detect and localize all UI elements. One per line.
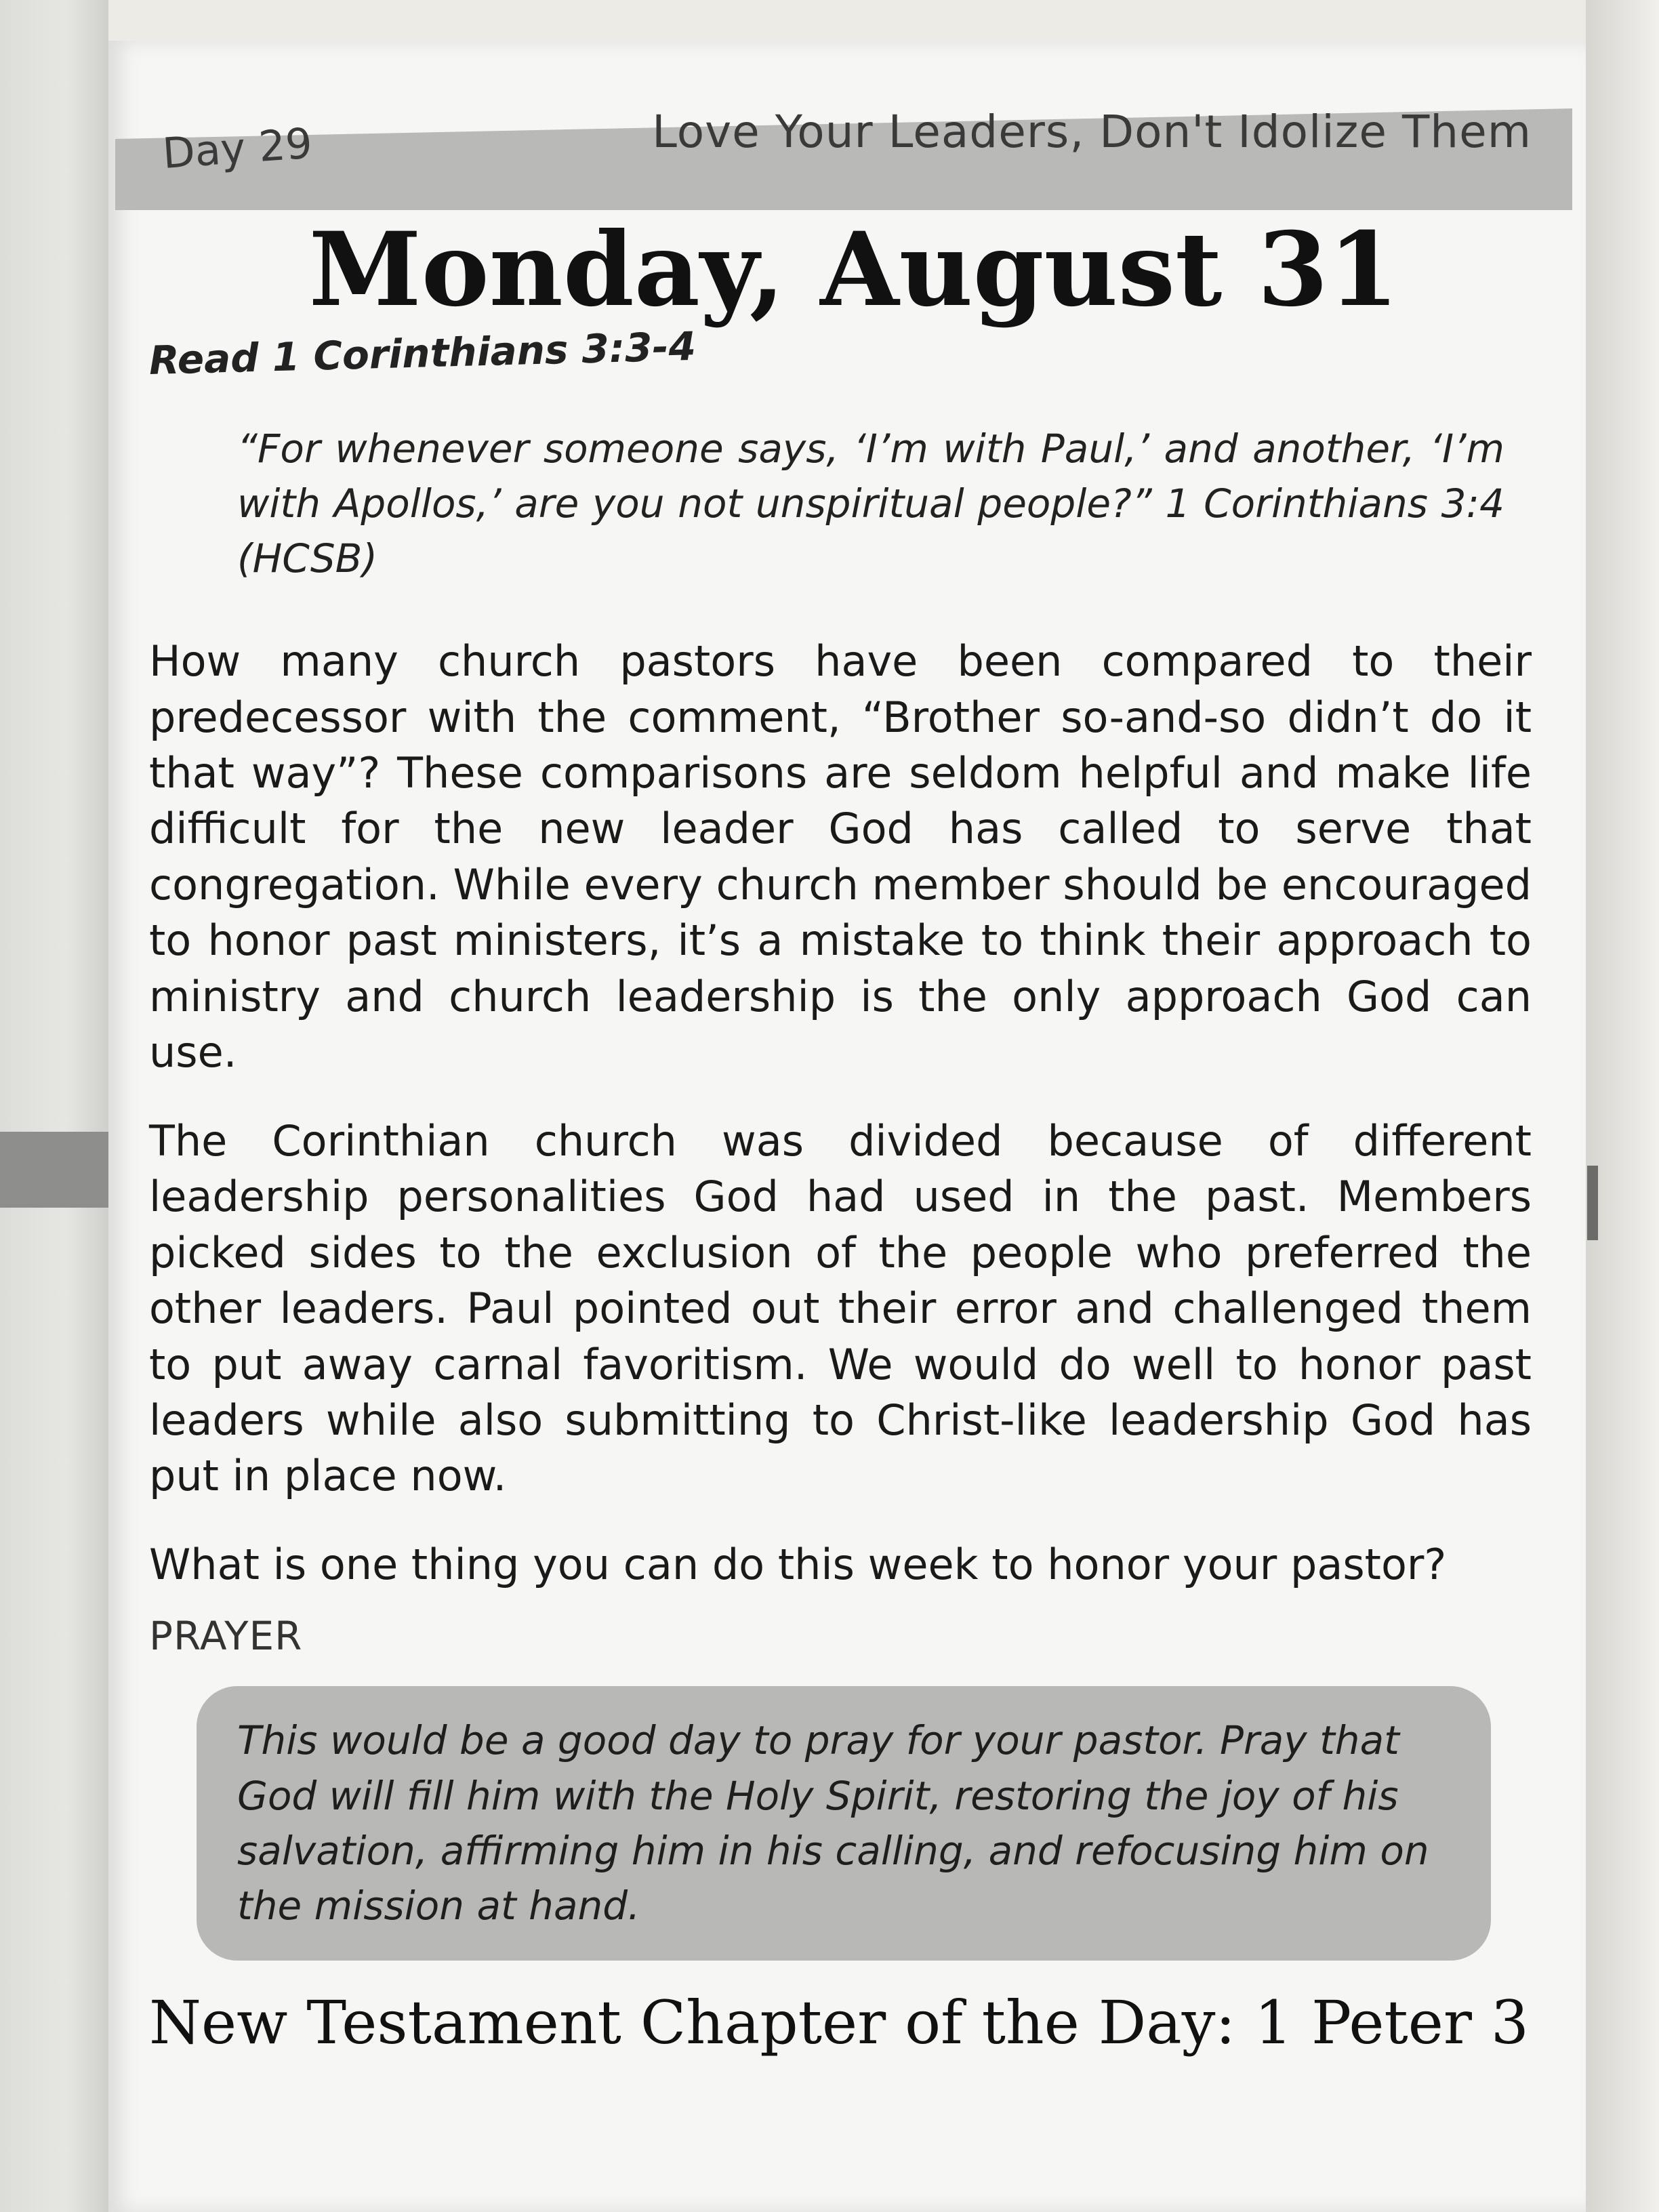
scripture-reading: Read 1 Corinthians 3:3-4	[148, 323, 697, 384]
prayer-box	[197, 1686, 1491, 1961]
running-title: Love Your Leaders, Don't Idolize Them	[652, 106, 1532, 158]
body-paragraph-2: The Corinthian church was divided because of different leadership personalities God had used in the past. Members picked sides to the exclusion of the people who preferred the other leaders. Paul pointed out their error and challenged them to put away carnal favoritism. We would do well to honor past leaders while also submitting to Christ-like leadership God has put in place now.	[149, 1115, 1532, 1501]
date-title: Monday, August 31	[308, 210, 1399, 329]
book-page	[108, 41, 1586, 2212]
right-page-tab	[1587, 1166, 1598, 1240]
right-page-edge	[1586, 0, 1659, 2212]
prayer-text: This would be a good day to pray for your pastor. Pray that God will fill him with the Holy Spirit, restoring the joy of his salvation, affirming him in his calling, and refocusing him on the mission at hand.	[237, 1717, 1429, 1929]
reflection-question: What is one thing you can do this week to honor your pastor?	[149, 1539, 1447, 1589]
body-paragraph-1: How many church pastors have been compared to their predecessor with the comment, “Brother so-and-so didn’t do it that way”? These comparisons are seldom helpful and make life difficult for the new leader God has called to serve that congregation. While every church member should be encouraged to honor past ministers, it’s a mistake to think their approach to ministry and church leadership is the only approach God can use.	[149, 636, 1532, 1078]
chapter-of-the-day: New Testament Chapter of the Day: 1 Peter 3	[149, 1988, 1529, 2058]
day-label: Day 29	[161, 118, 314, 178]
scripture-verse: “For whenever someone says, ‘I’m with Paul,’ and another, ‘I’m with Apollos,’ are you not unspiritual people?” 1 Corinthians 3:4 (HCSB)	[237, 425, 1504, 581]
prayer-label: PRAYER	[149, 1613, 303, 1660]
left-page-tab	[0, 1132, 108, 1208]
page-content	[148, 210, 1532, 2058]
left-page-edge	[0, 0, 108, 2212]
